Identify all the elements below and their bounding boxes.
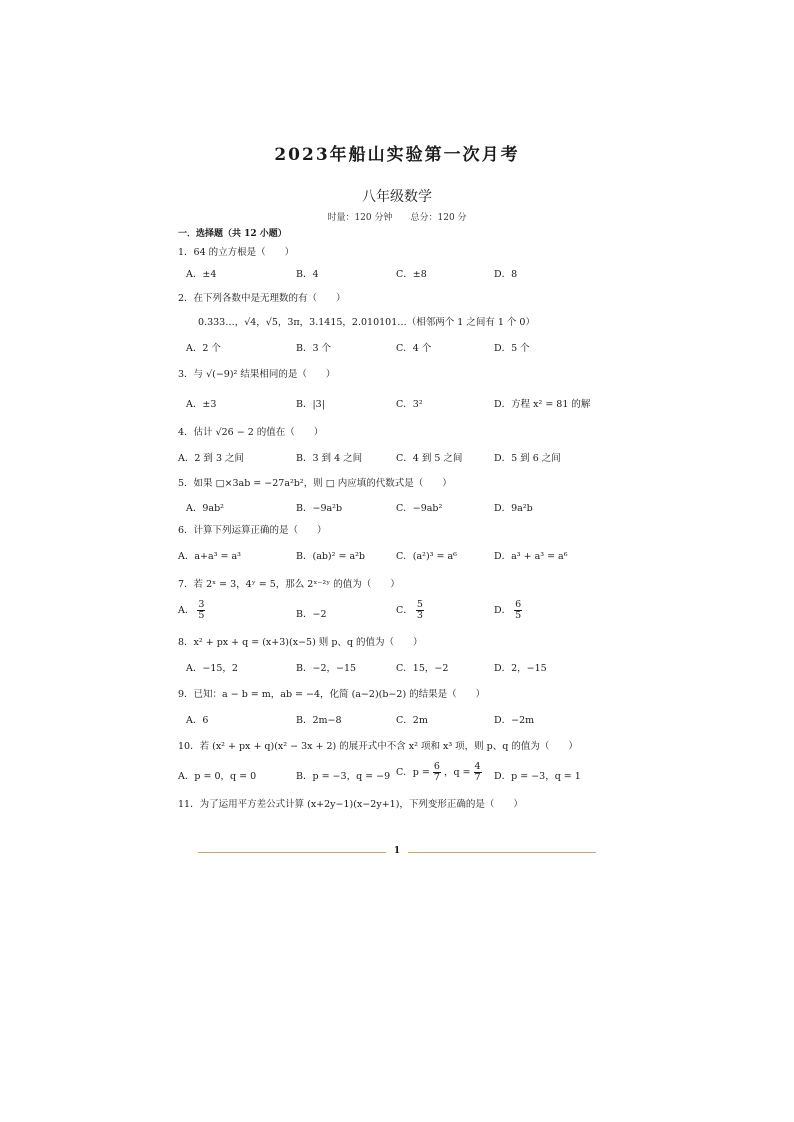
option-a: A．p = 0，q = 0 [178,771,257,782]
option-d: D．p = −3，q = 1 [494,771,581,782]
fraction-three-fifths [197,600,205,621]
option-b: B．p = −3，q = −9 [296,771,391,782]
option-d: D．9a²b [494,503,533,514]
question-1-options [178,266,598,280]
question-6-stem: 6．计算下列运算正确的是（ ） [178,525,327,536]
option-b: B．|3| [296,399,325,410]
question-3-stem: 3．与 √(−9)² 结果相同的是（ ） [178,369,336,380]
option-c [396,762,482,783]
fraction-numerator: 6 [433,761,440,772]
option-b: B．−2 [296,609,327,620]
question-4-stem: 4．估计 √26 − 2 的值在（ ） [178,427,324,438]
section-heading: 一．选择题（共 12 小题） [178,229,287,239]
fraction-numerator: 6 [515,599,522,610]
question-2-sequence: 0.333…，√4，√5，3π，3.1415，2.010101…（相邻两个 1 之间有 1 个 0） [198,317,535,328]
option-a: A．±4 [186,269,217,280]
option-a: A．−15，2 [186,663,238,674]
question-10-options [178,762,598,786]
option-b: B．2m−8 [296,715,342,726]
option-c: C．(a²)³ = a⁶ [396,551,457,562]
option-d: D．8 [494,269,518,280]
option-c: C．4 个 [396,343,432,354]
page-number: 1 [393,846,401,856]
option-a: A．6 [186,715,209,726]
question-9-stem: 9．已知：a − b = m，ab = −4，化简 (a−2)(b−2) 的结果是（ ） [178,689,486,700]
option-c: C．2m [396,715,428,726]
option-d [494,600,522,621]
option-c: C．±8 [396,269,427,280]
option-a: A．9ab² [186,503,224,514]
fraction-denominator: 5 [515,610,522,621]
option-a: A．2 到 3 之间 [178,453,245,464]
option-d: D．5 个 [494,343,530,354]
question-4-options [178,450,598,464]
option-b: B．4 [296,269,319,280]
option-c-label: C． [396,605,413,616]
option-c-label: C．p = [396,767,433,778]
question-5-options [178,500,598,514]
option-b: B．−2，−15 [296,663,357,674]
option-d: D．方程 x² = 81 的解 [494,399,591,410]
question-5-stem: 5．如果 □×3ab = −27a²b²，则 □ 内应填的代数式是（ ） [178,478,452,489]
option-a: A．±3 [186,399,217,410]
option-b: B．−9a²b [296,503,343,514]
exam-info: 时量：120 分钟 总分：120 分 [327,213,467,223]
exam-title: 2023年船山实验第一次月考 [274,145,520,165]
fraction-five-thirds [416,600,424,621]
footer-divider-right [408,852,596,853]
option-c: C．3² [396,399,423,410]
option-c: C．15，−2 [396,663,449,674]
option-d: D．5 到 6 之间 [494,453,561,464]
option-b: B．(ab)² = a²b [296,551,366,562]
option-c: C．4 到 5 之间 [396,453,463,464]
question-2-stem: 2．在下列各数中是无理数的有（ ） [178,293,346,304]
exam-subtitle: 八年级数学 [362,189,432,205]
option-c-mid: ，q = [443,767,474,778]
option-d: D．2，−15 [494,663,547,674]
option-b: B．3 个 [296,343,332,354]
question-9-options [178,712,598,726]
option-d: D．a³ + a³ = a⁶ [494,551,568,562]
option-d: D．−2m [494,715,535,726]
option-a: A．2 个 [186,343,221,354]
footer-divider-left [198,852,386,853]
question-8-stem: 8．x² + px + q = (x+3)(x−5) 则 p、q 的值为（ ） [178,637,423,648]
fraction-six-sevenths [433,762,441,783]
option-c [396,600,424,621]
fraction-six-fifths [514,600,522,621]
fraction-denominator: 3 [416,610,423,621]
fraction-numerator: 5 [416,599,423,610]
question-8-options [178,660,598,674]
question-7-options [178,600,598,624]
question-7-stem: 7．若 2ˣ = 3，4ʸ = 5，那么 2ˣ⁻²ʸ 的值为（ ） [178,579,400,590]
question-10-stem: 10．若 (x² + px + q)(x² − 3x + 2) 的展开式中不含 x² 项和 x³ 项，则 p、q 的值为（ ） [178,741,578,752]
question-2-options [178,340,598,354]
question-11-stem: 11．为了运用平方差公式计算 (x+2y−1)(x−2y+1)，下列变形正确的是（ ） [178,799,523,810]
option-b: B．3 到 4 之间 [296,453,363,464]
fraction-numerator: 3 [198,599,205,610]
fraction-four-sevenths [474,762,482,783]
option-a: A．a+a³ = a³ [178,551,241,562]
fraction-denominator: 7 [474,772,481,783]
option-d-label: D． [494,605,512,616]
question-6-options [178,548,598,562]
option-a-label: A． [178,605,195,616]
fraction-denominator: 7 [433,772,440,783]
question-1-stem: 1．64 的立方根是（ ） [178,247,295,258]
fraction-numerator: 4 [474,761,481,772]
option-c: C．−9ab² [396,503,443,514]
fraction-denominator: 5 [198,610,205,621]
question-3-options [178,396,598,410]
option-a [178,600,205,621]
